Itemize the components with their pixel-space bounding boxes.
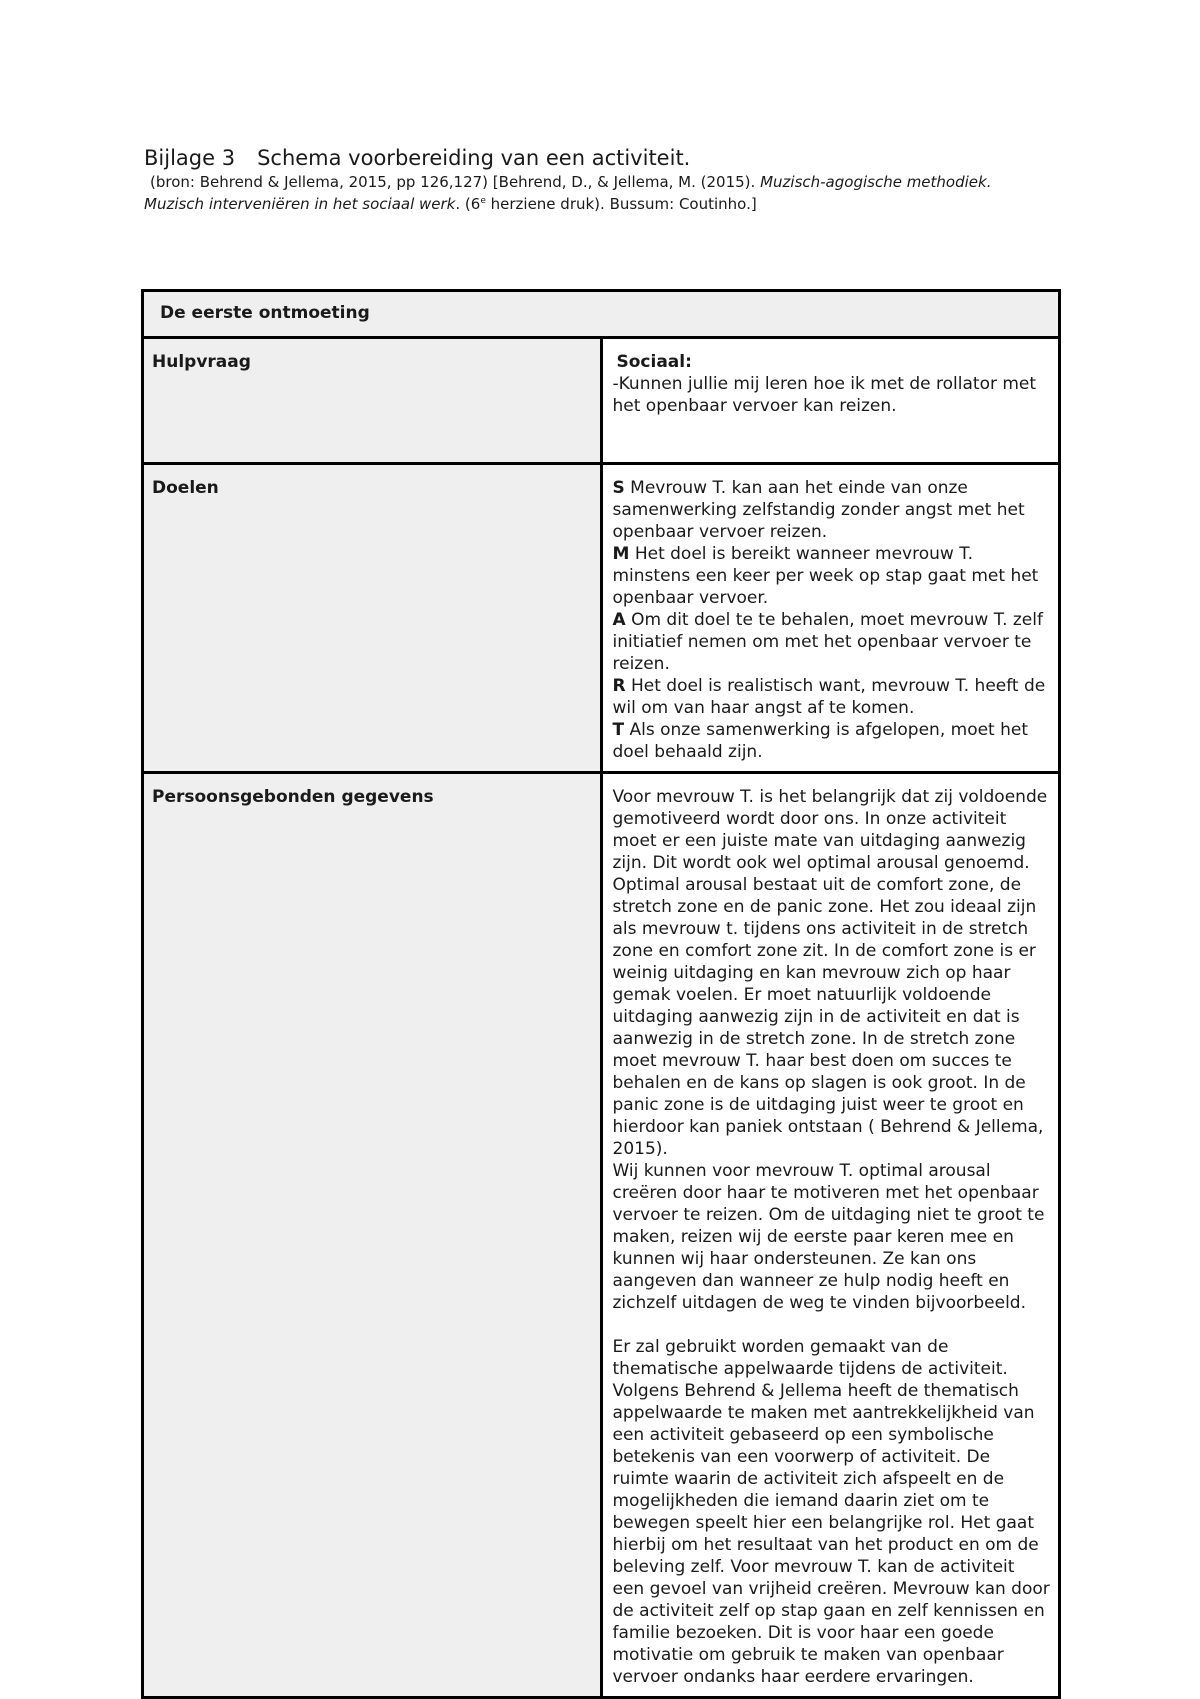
table-row-doelen (143, 464, 1060, 773)
hulpvraag-text: -Kunnen jullie mij leren hoe ik met de rollator met het openbaar vervoer kan reizen. (612, 374, 1037, 416)
paragraph-appelwaarde: Er zal gebruikt worden gemaakt van de thematische appelwaarde tijdens de activiteit. Volgens Behrend & Jellema heeft de thematisch appelwaarde te maken met aantrekkelijkheid van een activiteit gebaseerd op een symbolische betekenis van een voorwerp of activiteit. De ruimte waarin de activiteit zich afspeelt en de mogelijkheden die iemand daarin ziet om te bewegen speelt hier een belangrijke rol. Het gaat hierbij om het resultaat van het product en om de beleving zelf. Voor mevrouw T. kan de activiteit een gevoel van vrijheid creëren. Mevrouw kan door de activiteit zelf op stap gaan en zelf kennissen en familie bezoeken. Dit is voor haar een goede motivatie om gebruik te maken van openbaar vervoer ondanks haar eerdere ervaringen. (612, 1337, 1050, 1687)
table-header: De eerste ontmoeting (143, 291, 1060, 338)
table-row-hulpvraag (143, 338, 1060, 464)
sub-heading-sociaal: Sociaal: (616, 352, 692, 372)
source-book-title: Muzisch-agogische methodiek. Muzisch interveniëren in het sociaal werk (144, 173, 992, 213)
appendix-number: Bijlage 3 (144, 146, 236, 170)
label-persoonsgebonden: Persoonsgebonden gegevens (143, 773, 602, 1698)
page-title (144, 144, 1044, 172)
activity-schema-table (141, 289, 1061, 1699)
source-superscript: e (480, 196, 486, 206)
source-suffix: herziene druk). Bussum: Coutinho.] (485, 195, 757, 213)
source-prefix: (bron: Behrend & Jellema, 2015, pp 126,127) [Behrend, D., & Jellema, M. (2015). (150, 173, 761, 191)
table-row-persoonsgebonden (143, 773, 1060, 1698)
table-header-row (143, 291, 1060, 338)
smart-item-t: T Als onze samenwerking is afgelopen, moet het doel behaald zijn. (612, 720, 1029, 762)
paragraph-optimal-arousal: Voor mevrouw T. is het belangrijk dat zij voldoende gemotiveerd wordt door ons. In onze activiteit moet er een juiste mate van uitdaging aanwezig zijn. Dit wordt ook wel optimal arousal genoemd. Optimal arousal bestaat uit de comfort zone, de stretch zone en de panic zone. Het zou ideaal zijn als mevrouw t. tijdens ons activiteit in de stretch zone en comfort zone zit. In de comfort zone is er weinig uitdaging en kan mevrouw zich op haar gemak voelen. Er moet natuurlijk voldoende uitdaging aanwezig zijn in de activiteit en dat is aanwezig in de stretch zone. In de stretch zone moet mevrouw T. haar best doen om succes te behalen en de kans op slagen is ook groot. In de panic zone is de uitdaging juist weer te groot en hierdoor kan paniek ontstaan ( Behrend & Jellema, 2015). (612, 787, 1048, 1159)
smart-item-m: M Het doel is bereikt wanneer mevrouw T. minstens een keer per week op stap gaat met het openbaar vervoer. (612, 544, 1039, 608)
appendix-title: Schema voorbereiding van een activiteit. (257, 146, 691, 170)
paragraph-motivation: Wij kunnen voor mevrouw T. optimal arousal creëren door haar te motiveren met het openbaar vervoer te reizen. Om de uitdaging niet te groot te maken, reizen wij de eerste paar keren mee en kunnen wij haar ondersteunen. Ze kan ons aangeven dan wanneer ze hulp nodig heeft en zichzelf uitdagen de weg te vinden bijvoorbeeld. (612, 1161, 1045, 1313)
content-doelen (601, 464, 1060, 773)
content-hulpvraag (601, 338, 1060, 464)
label-doelen: Doelen (143, 464, 602, 773)
content-persoonsgebonden (601, 773, 1060, 1698)
smart-item-r: R Het doel is realistisch want, mevrouw T. heeft de wil om van haar angst af te komen. (612, 676, 1046, 718)
page-heading (144, 144, 1044, 214)
source-citation (144, 173, 1044, 214)
smart-item-a: A Om dit doel te te behalen, moet mevrouw T. zelf initiatief nemen om met het openbaar vervoer te reizen. (612, 610, 1043, 674)
source-mid: . (6 (455, 195, 481, 213)
label-hulpvraag: Hulpvraag (143, 338, 602, 464)
smart-item-s: S Mevrouw T. kan aan het einde van onze samenwerking zelfstandig zonder angst met het openbaar vervoer reizen. (612, 478, 1025, 542)
